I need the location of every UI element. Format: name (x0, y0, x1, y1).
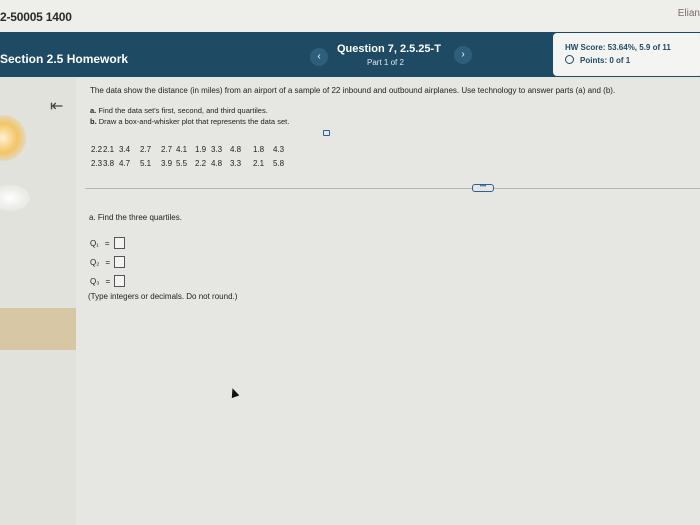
score-panel (553, 33, 700, 76)
top-bar (0, 0, 700, 32)
equals-sign: = (104, 239, 110, 248)
status-circle-icon (565, 55, 574, 64)
chevron-left-icon: ‹ (317, 51, 321, 62)
question-title: Question 7, 2.5.25-T (337, 43, 441, 55)
chevron-right-icon: › (461, 49, 465, 60)
expand-more-button[interactable]: ••• (472, 184, 494, 192)
section-divider (85, 188, 700, 189)
points-label: Points: 0 of 1 (580, 56, 631, 65)
previous-question-button[interactable] (310, 48, 328, 66)
q3-label: Q₃ (90, 277, 100, 286)
task-a: a. Find the data set's first, second, and third quartiles. (90, 106, 268, 115)
q3-answer-input[interactable] (114, 275, 125, 287)
q1-label: Q₁ (90, 239, 99, 248)
hw-score[interactable]: HW Score: 53.64%, 5.9 of 11 (565, 43, 671, 52)
q2-answer-input[interactable] (114, 256, 125, 268)
q3-row (90, 275, 125, 287)
answer-hint: (Type integers or decimals. Do not round.) (88, 292, 238, 301)
task-b: b. Draw a box-and-whisker plot that represents the data set. (90, 117, 290, 126)
equals-sign: = (105, 277, 111, 286)
sidebar-highlight (0, 308, 76, 350)
course-code: 2-50005 1400 (0, 10, 72, 24)
part-a-prompt: a. Find the three quartiles. (89, 213, 182, 222)
q2-label: Q₂ (90, 258, 100, 267)
q1-row (90, 237, 125, 249)
q1-answer-input[interactable] (114, 237, 125, 249)
data-row-1: 2.22.1 3.4 2.7 2.7 4.1 1.9 3.3 4.8 1.8 4.3 (91, 145, 285, 154)
section-title: Section 2.5 Homework (0, 52, 129, 66)
next-question-button[interactable] (454, 46, 472, 64)
data-row-2: 2.33.8 4.7 5.1 3.9 5.5 2.2 4.8 3.3 2.1 5.8 (91, 159, 285, 168)
question-intro: The data show the distance (in miles) from an airport of a sample of 22 inbound and outbound airplanes. Use technology to answer parts (a) and (b). (90, 86, 616, 95)
user-name[interactable]: Elian (677, 8, 700, 19)
assignment-header (0, 32, 700, 77)
equals-sign: = (105, 258, 110, 267)
q2-row (90, 256, 125, 268)
question-part: Part 1 of 2 (367, 58, 404, 67)
collapse-sidebar-icon[interactable]: ⇤ (50, 98, 64, 115)
copy-data-icon[interactable] (323, 130, 330, 136)
points-row (565, 55, 630, 65)
